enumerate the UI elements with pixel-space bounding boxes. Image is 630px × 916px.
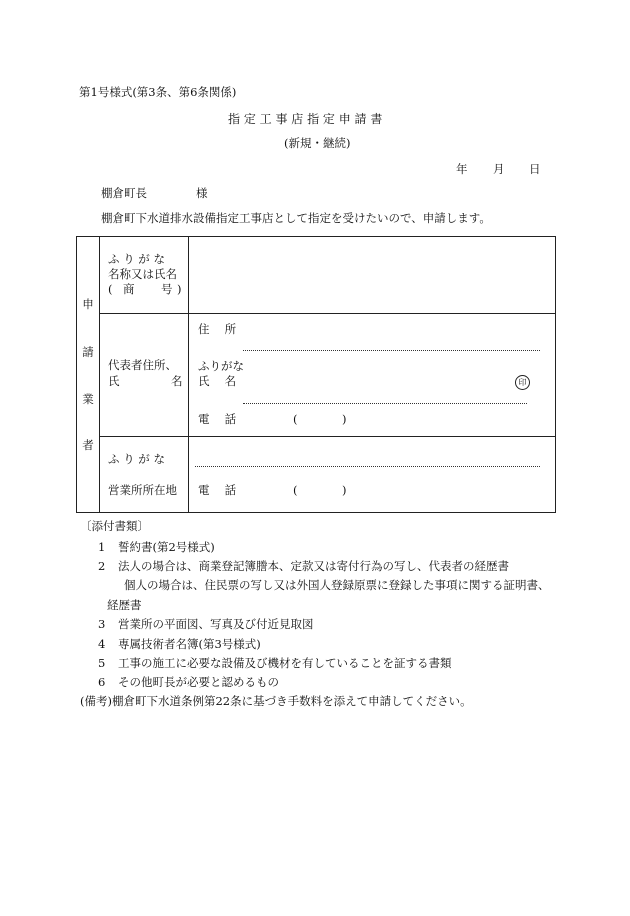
row1-trade-char: 商 bbox=[123, 282, 135, 296]
attachment-text: 個人の場合は、住民票の写し又は外国人登録原票に登録した事項に関する証明書、 bbox=[124, 578, 550, 592]
attachment-text: 経歴書 bbox=[107, 598, 142, 612]
row3-office-label: 営業所所在地 bbox=[108, 483, 177, 497]
row1-trade-paren-open: ( bbox=[108, 282, 113, 296]
date-month: 月 bbox=[493, 162, 505, 176]
attachment-number: 5 bbox=[98, 656, 106, 670]
row1-name-label: 名称又は氏名 bbox=[108, 267, 177, 281]
attachment-text: 誓約書(第2号様式) bbox=[118, 540, 215, 554]
attachments-heading: 〔添付書類〕 bbox=[80, 519, 149, 533]
rep-phone-paren-close: ) bbox=[342, 412, 347, 426]
row3-furigana-label: ふ り が な bbox=[108, 452, 165, 466]
row1-trade-char: 号 bbox=[161, 282, 173, 296]
applicant-label-char: 者 bbox=[82, 438, 94, 452]
address-input-line[interactable] bbox=[243, 350, 540, 351]
address-label: 住 所 bbox=[198, 322, 237, 336]
attachment-text: 営業所の平面図、写真及び付近見取図 bbox=[118, 617, 314, 631]
intro-text: 棚倉町下水道排水設備指定工事店として指定を受けたいので、申請します。 bbox=[101, 211, 491, 225]
column-divider bbox=[188, 237, 189, 512]
rep-name-label: 氏 名 bbox=[198, 374, 237, 388]
office-address-input-line[interactable] bbox=[195, 466, 540, 467]
row2-label-line2-b: 名 bbox=[171, 374, 183, 388]
office-phone-label: 電 話 bbox=[198, 483, 237, 497]
document-title: 指 定 工 事 店 指 定 申 請 書 bbox=[228, 112, 383, 126]
attachment-number: 3 bbox=[98, 617, 106, 631]
row1-furigana-label: ふ り が な bbox=[108, 252, 165, 266]
row1-trade-paren-close: ) bbox=[177, 282, 182, 296]
form-number: 第1号様式(第3条、第6条関係) bbox=[79, 85, 237, 99]
row-divider bbox=[99, 436, 555, 437]
attachment-text: その他町長が必要と認めるもの bbox=[118, 675, 279, 689]
row2-label-line2-a: 氏 bbox=[108, 374, 120, 388]
application-table bbox=[76, 236, 556, 513]
addressee-honorific: 様 bbox=[196, 186, 208, 200]
office-phone-paren-open: ( bbox=[293, 483, 298, 497]
rep-phone-label: 電 話 bbox=[198, 412, 237, 426]
attachment-number: 2 bbox=[98, 559, 106, 573]
seal-mark: 印 bbox=[515, 375, 530, 390]
attachment-number: 4 bbox=[98, 637, 106, 651]
applicant-label-char: 申 bbox=[82, 297, 94, 311]
row-divider bbox=[99, 313, 555, 314]
column-divider bbox=[99, 237, 100, 512]
note-text: (備考)棚倉町下水道条例第22条に基づき手数料を添えて申請してください。 bbox=[80, 694, 472, 708]
furigana-label: ふりがな bbox=[198, 359, 244, 373]
document-subtitle: (新規・継続) bbox=[284, 136, 351, 150]
applicant-label-char: 請 bbox=[82, 345, 94, 359]
rep-phone-paren-open: ( bbox=[293, 412, 298, 426]
name-input-area[interactable] bbox=[195, 245, 545, 307]
attachment-text: 専属技術者名簿(第3号様式) bbox=[118, 637, 261, 651]
attachment-text: 法人の場合は、商業登記簿謄本、定款又は寄付行為の写し、代表者の経歴書 bbox=[118, 559, 509, 573]
office-phone-paren-close: ) bbox=[342, 483, 347, 497]
date-day: 日 bbox=[529, 162, 541, 176]
applicant-label-char: 業 bbox=[82, 392, 94, 406]
row2-label-line1: 代表者住所、 bbox=[108, 358, 177, 372]
attachment-number: 6 bbox=[98, 675, 106, 689]
attachment-number: 1 bbox=[98, 540, 106, 554]
addressee-name: 棚倉町長 bbox=[101, 186, 147, 200]
date-year: 年 bbox=[456, 162, 468, 176]
attachment-text: 工事の施工に必要な設備及び機材を有していることを証する書類 bbox=[118, 656, 452, 670]
rep-name-input-line[interactable] bbox=[243, 403, 527, 404]
